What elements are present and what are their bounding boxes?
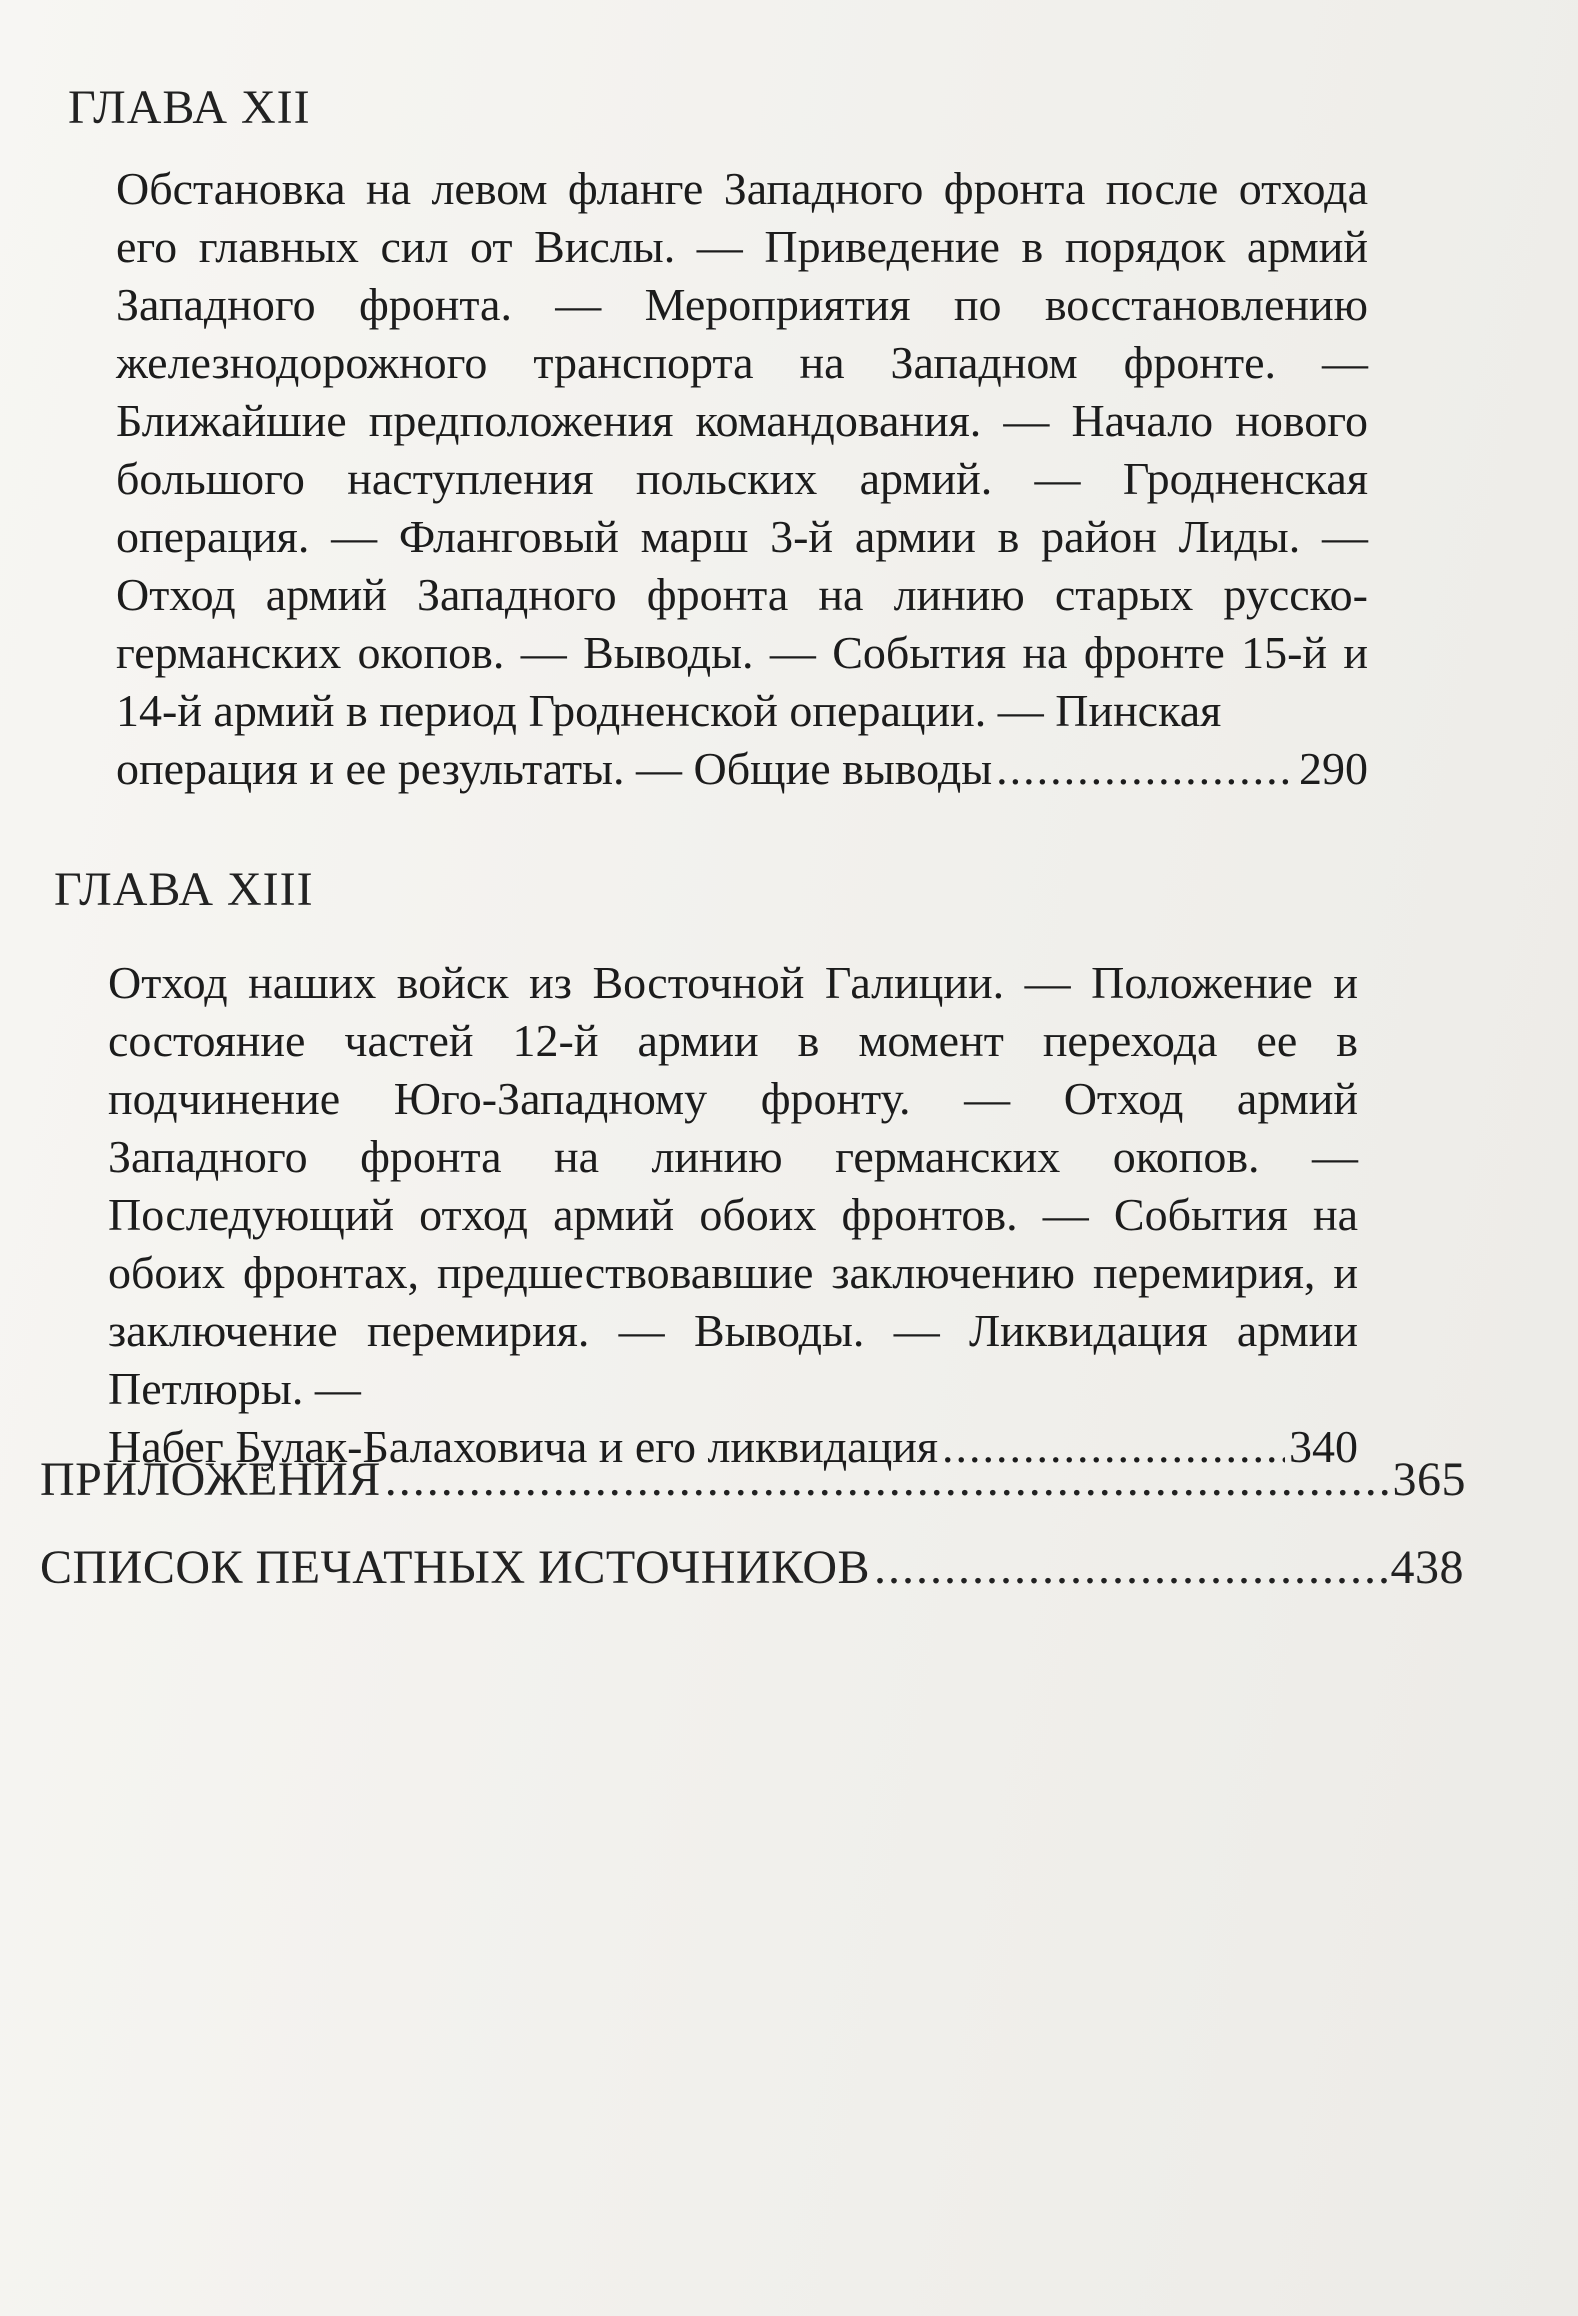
appendices-page-number: 365 xyxy=(1392,1453,1466,1506)
leader-dots xyxy=(385,1452,1389,1507)
chapter-13-text: Отход наших войск из Восточной Галиции. — Положение и состояние частей 12-й армии в момент перехода ее в подчинение Юго-Западному фронту. — Отход армий Западного фронта на линию германских окопов. — Последующий отход армий обоих фронтов. — События на обоих фронтах, предшествовавшие заключению перемирия, и заключение перемирия. — Выводы. — Ликвидация армии Петлюры. — xyxy=(108,957,1358,1414)
chapter-13-heading: ГЛАВА XIII xyxy=(54,863,314,916)
appendices-entry xyxy=(40,1452,1466,1507)
chapter-13-last-line: Набег Булак-Балаховича и его ликвидация xyxy=(108,1421,938,1472)
sources-label: СПИСОК ПЕЧАТНЫХ ИСТОЧНИКОВ xyxy=(40,1541,871,1594)
chapter-12-text: Обстановка на левом фланге Западного фронта после отхода его главных сил от Вислы. — Приведение в порядок армий Западного фронта. — Мероприятия по восстановлению железнодорожного транспорта на Западном фронте. — Ближайшие предположения командования. — Начало нового большого наступления польских армий. — Гродненская операция. — Фланговый марш 3-й армии в район Лиды. — Отход армий Западного фронта на линию старых русско-германских окопов. — Выводы. — События на фронте 15-й и 14-й армий в период Гродненской операции. — Пинская xyxy=(116,163,1368,736)
chapter-12-heading: ГЛАВА XII xyxy=(68,81,311,134)
chapter-12-page-number: 290 xyxy=(1299,743,1368,794)
appendices-label: ПРИЛОЖЕНИЯ xyxy=(40,1453,381,1506)
sources-page-number: 438 xyxy=(1390,1541,1464,1594)
sources-entry xyxy=(40,1540,1464,1595)
chapter-12-last-line: операция и ее результаты. — Общие выводы xyxy=(116,743,993,794)
leader-dots xyxy=(874,1540,1386,1595)
chapter-12-description xyxy=(116,160,1368,798)
chapter-13-description xyxy=(108,954,1358,1476)
chapter-12-toc-line xyxy=(116,740,1368,798)
chapter-13-page-number: 340 xyxy=(1289,1421,1358,1472)
leader-dots xyxy=(996,740,1295,798)
